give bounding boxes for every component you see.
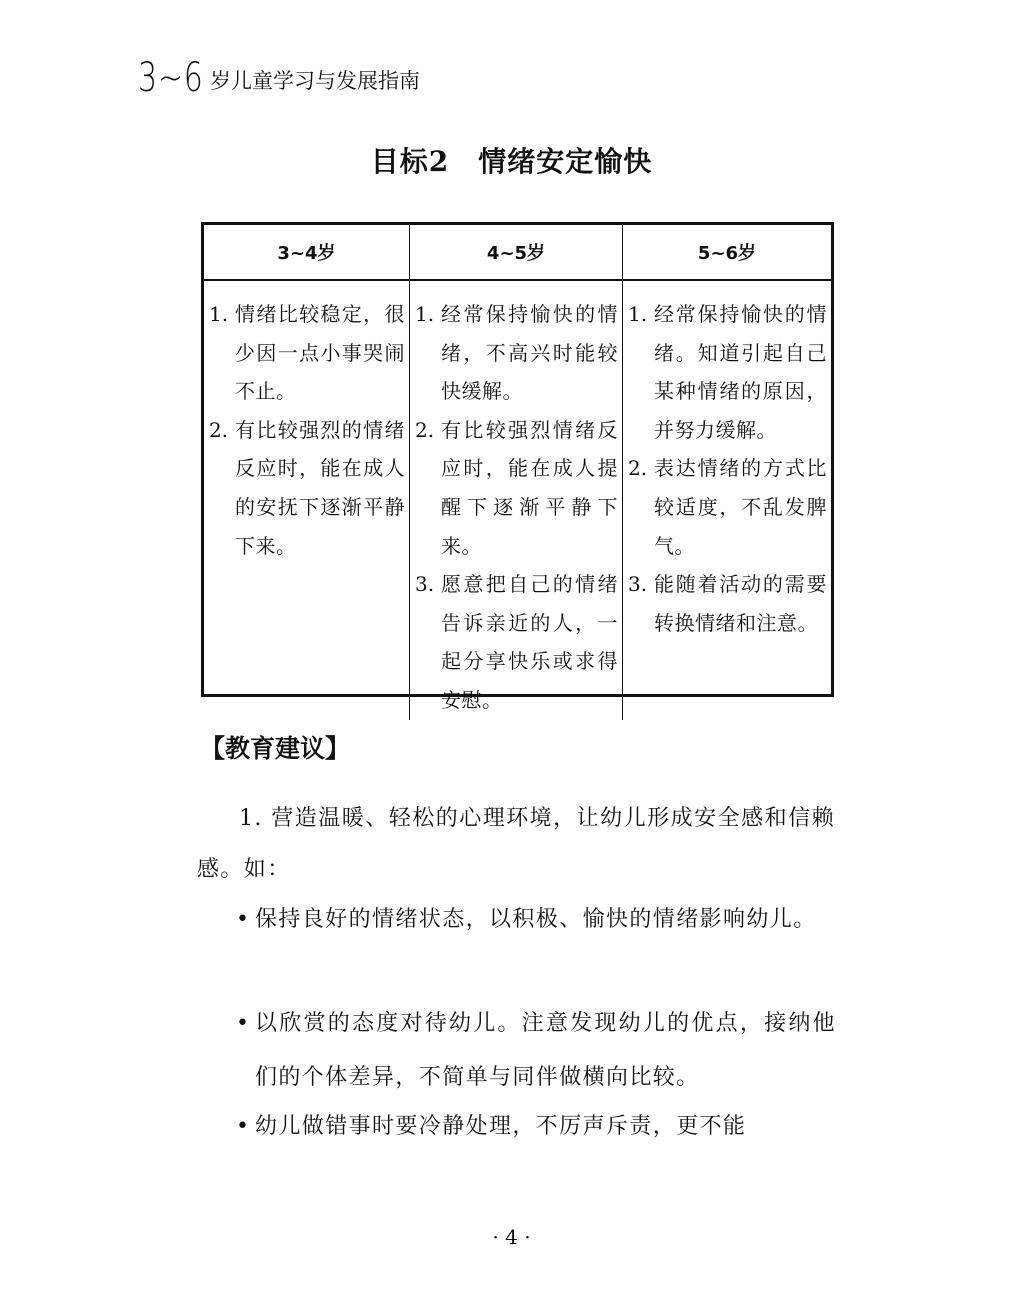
bullet-dot-icon: • — [236, 907, 251, 932]
item-text: 有比较强烈的情绪反应时，能在成人的安抚下逐渐平静下来。 — [235, 417, 405, 558]
table-header-4-5: 4~5岁 — [410, 225, 623, 281]
list-item — [628, 449, 827, 565]
table-cell-4-5 — [410, 281, 623, 720]
table-header-5-6: 5~6岁 — [623, 225, 831, 281]
item-text: 愿意把自己的情绪告诉亲近的人，一起分享快乐或求得安慰。 — [441, 572, 618, 712]
item-number: 2. — [415, 417, 435, 442]
item-number: 1. — [209, 302, 229, 326]
bullet-item — [236, 893, 836, 947]
item-text: 经常保持愉快的情绪。知道引起自己某种情绪的原因，并努力缓解。 — [654, 302, 827, 442]
table-cell-3-4 — [204, 281, 410, 720]
table-cell-5-6 — [623, 281, 831, 720]
bullet-dot-icon: • — [236, 1114, 251, 1139]
bullet-item — [236, 1100, 836, 1154]
item-number: 3. — [628, 572, 648, 597]
item-number: 1. — [415, 302, 435, 326]
bullet-text: 幼儿做错事时要冷静处理，不厉声斥责，更不能 — [255, 1114, 747, 1139]
running-header — [138, 56, 420, 100]
list-item — [209, 411, 405, 565]
list-item — [415, 295, 618, 411]
bullet-dot-icon: • — [236, 1011, 251, 1036]
item-text: 经常保持愉快的情绪，不高兴时能较快缓解。 — [441, 302, 618, 404]
bullet-item — [236, 997, 836, 1105]
item-number: 3. — [415, 572, 435, 597]
header-book-title: 岁儿童学习与发展指南 — [210, 69, 420, 93]
item-number: 2. — [628, 456, 648, 481]
item-number: 2. — [209, 417, 229, 442]
goal-table — [201, 222, 834, 712]
page-number: · 4 · — [492, 1225, 531, 1249]
list-item — [209, 295, 405, 411]
item-text: 能随着活动的需要转换情绪和注意。 — [654, 572, 827, 635]
item-text: 表达情绪的方式比较适度，不乱发脾气。 — [654, 456, 827, 558]
header-series-number: 3~6 — [138, 55, 204, 101]
advice-paragraph: 1. 营造温暖、轻松的心理环境，让幼儿形成安全感和信赖感。如： — [197, 806, 835, 882]
list-item — [415, 411, 618, 565]
list-item — [628, 295, 827, 449]
bullet-text: 保持良好的情绪状态，以积极、愉快的情绪影响幼儿。 — [255, 907, 817, 932]
section-heading: 【教育建议】 — [200, 734, 351, 763]
list-item — [415, 565, 618, 719]
page-title: 目标2 情绪安定愉快 — [370, 145, 653, 178]
item-text: 情绪比较稳定，很少因一点小事哭闹不止。 — [235, 302, 405, 404]
item-text: 有比较强烈情绪反应时，能在成人提醒下逐渐平静下来。 — [441, 417, 618, 558]
item-number: 1. — [628, 302, 648, 326]
list-item — [628, 565, 827, 642]
bullet-text: 以欣赏的态度对待幼儿。注意发现幼儿的优点，接纳他们的个体差异，不简单与同伴做横向比较。 — [255, 1011, 836, 1090]
table-header-3-4: 3~4岁 — [204, 225, 410, 281]
